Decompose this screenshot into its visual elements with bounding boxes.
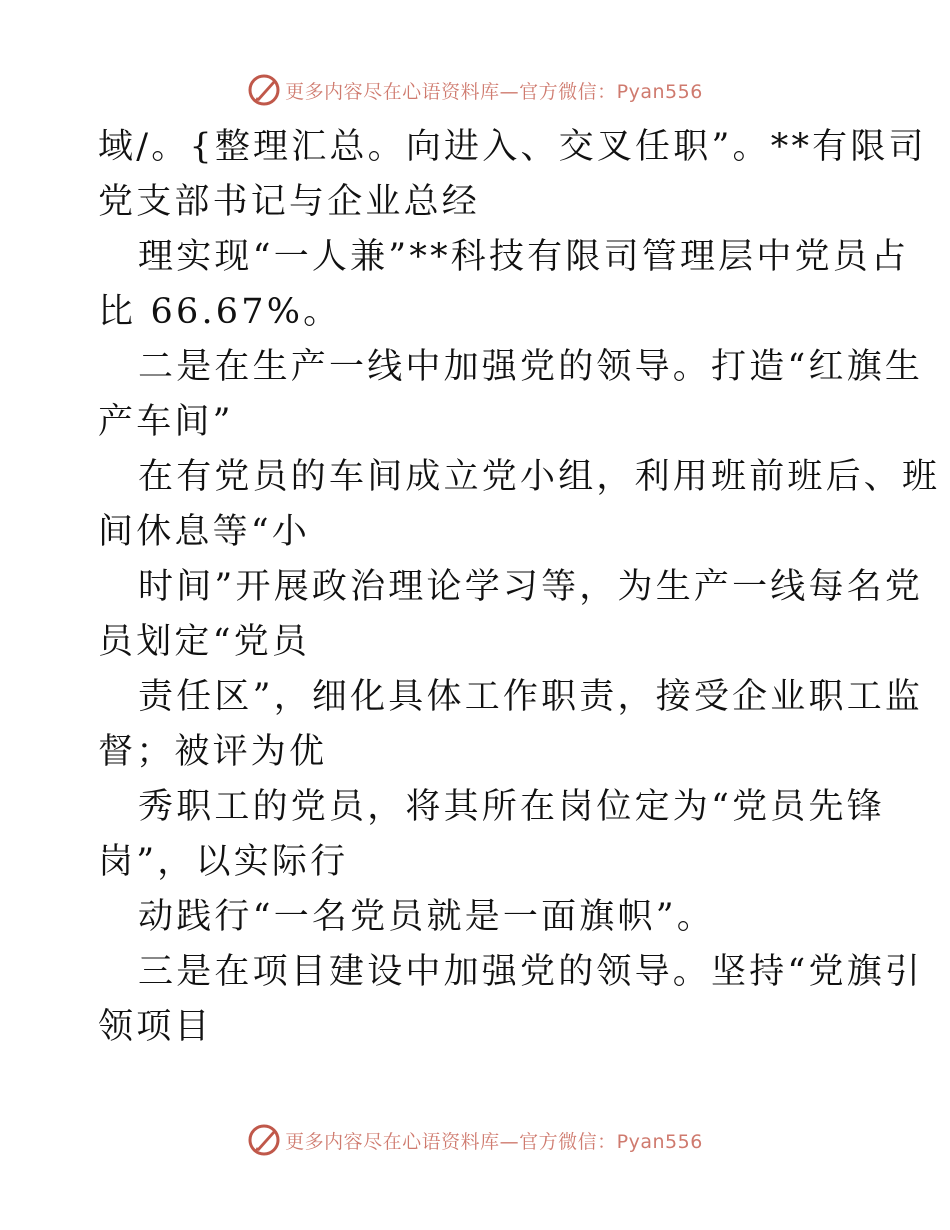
text-line: 动践行“一名党员就是一面旗帜”。 — [138, 897, 715, 937]
quill-pen-icon — [247, 73, 281, 107]
text-line: 间休息等“小 — [98, 512, 311, 552]
text-line: 秀职工的党员，将其所在岗位定为“党员先锋 — [138, 787, 885, 827]
text-line: 比 66.67%。 — [98, 292, 342, 332]
text-line: 领项目 — [98, 1007, 213, 1047]
watermark-text: 更多内容尽在心语资料库—官方微信：Pyan556 — [285, 80, 703, 103]
footer-watermark-banner — [0, 1120, 950, 1160]
header-watermark-banner — [0, 70, 950, 110]
text-line: 域/。{整理汇总。向进入、交叉任职”。**有限司 — [98, 127, 927, 167]
text-line: 岗”，以实际行 — [98, 842, 349, 882]
text-line: 三是在项目建设中加强党的领导。坚持“党旗引 — [138, 952, 924, 992]
text-line: 二是在生产一线中加强党的领导。打造“红旗生 — [138, 347, 924, 387]
text-line: 责任区”，细化具体工作职责，接受企业职工监 — [138, 677, 924, 717]
text-line: 员划定“党员 — [98, 622, 311, 662]
text-line: 在有党员的车间成立党小组，利用班前班后、班 — [138, 457, 941, 497]
document-body — [98, 120, 941, 1055]
text-line: 产车间” — [98, 402, 234, 442]
text-line: 督；被评为优 — [98, 732, 328, 772]
watermark-text: 更多内容尽在心语资料库—官方微信：Pyan556 — [285, 1130, 703, 1153]
text-line: 时间”开展政治理论学习等，为生产一线每名党 — [138, 567, 924, 607]
quill-pen-icon — [247, 1123, 281, 1157]
text-line: 理实现“一人兼”**科技有限司管理层中党员占 — [138, 237, 910, 277]
text-line: 党支部书记与企业总经 — [98, 182, 481, 222]
